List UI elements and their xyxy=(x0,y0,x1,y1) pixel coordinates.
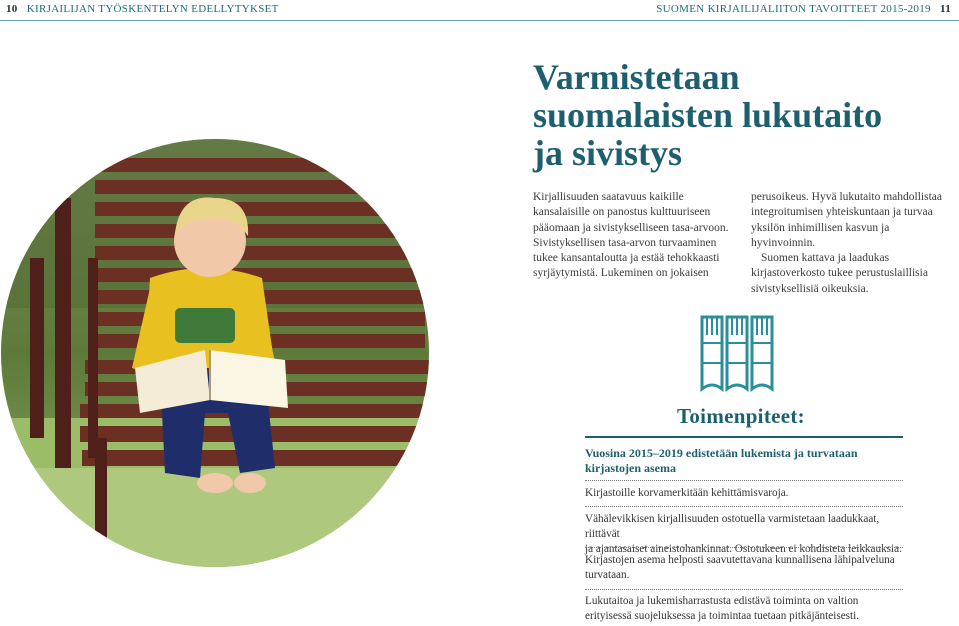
actions-rule xyxy=(585,436,903,438)
right-running-title: SUOMEN KIRJAILIJALIITON TAVOITTEET 2015-2019 xyxy=(656,3,931,15)
body-line: sivistyksellisiä oikeuksia. xyxy=(751,282,869,295)
child-reading-photo xyxy=(0,138,430,568)
body-line: Sivistyksellisen tasa-arvon turvaaminen xyxy=(533,236,717,249)
action-line: turvataan. xyxy=(585,569,630,581)
action-line: ja ajantasaiset aineistohankinnat. Ostotukeen ei kohdisteta leikkauksia. xyxy=(585,543,902,555)
dotted-divider xyxy=(585,547,903,548)
action-line: Kirjastojen asema helposti saavutettavana kunnallisena lähipalveluna xyxy=(585,554,895,566)
body-column-1 xyxy=(533,190,738,282)
body-line: integroitumisen yhteiskuntaan ja turvaa xyxy=(751,206,933,219)
body-line: pääomaan ja sivistykselliseen tasa-arvoon. xyxy=(533,221,729,234)
body-line: kirjastoverkosto tukee perustuslaillisia xyxy=(751,267,928,280)
body-column-2 xyxy=(751,190,956,297)
body-line: syrjäytymistä. Lukeminen on jokaisen xyxy=(533,267,709,280)
body-line: kansalaisille on panostus kulttuuriseen xyxy=(533,206,711,219)
title-line: suomalaisten lukutaito xyxy=(533,95,883,135)
page-title xyxy=(533,58,943,172)
action-item xyxy=(585,594,907,624)
action-line: Lukutaitoa ja lukemisharrastusta edistävä toiminta on valtion xyxy=(585,595,859,607)
right-header xyxy=(656,3,951,15)
left-page-number: 10 xyxy=(6,3,18,15)
dotted-divider xyxy=(585,506,903,507)
left-header xyxy=(6,3,279,15)
right-page-number: 11 xyxy=(940,3,951,15)
header-rule xyxy=(0,20,959,21)
body-line: Suomen kattava ja laadukas xyxy=(761,252,890,265)
title-line: ja sivistys xyxy=(533,133,683,173)
body-line: yksilön inhimillisen kasvun ja hyvinvoinnin. xyxy=(751,221,890,249)
books-icon xyxy=(700,313,775,393)
actions-heading: Toimenpiteet: xyxy=(677,404,805,428)
action-line: Kirjastoille korvamerkitään kehittämisvaroja. xyxy=(585,487,789,499)
body-line: perusoikeus. Hyvä lukutaito mahdollistaa xyxy=(751,191,942,203)
body-line: tukee kansantaloutta ja estää tehokkaasti xyxy=(533,252,720,265)
left-running-title: KIRJAILIJAN TYÖSKENTELYN EDELLYTYKSET xyxy=(26,3,279,15)
action-item xyxy=(585,512,907,557)
page-header xyxy=(0,0,959,22)
dotted-divider xyxy=(585,480,903,481)
dotted-divider xyxy=(585,589,903,590)
body-line: Kirjallisuuden saatavuus kaikille xyxy=(533,191,684,203)
action-item xyxy=(585,553,907,583)
title-line: Varmistetaan xyxy=(533,57,740,97)
action-line: erityisessä suojeluksessa ja toimintaa tuetaan pitkäjänteisesti. xyxy=(585,610,860,622)
action-line: Vähälevikkisen kirjallisuuden ostotuella varmistetaan laadukkaat, riittävät xyxy=(585,513,880,540)
lead-line: Vuosina 2015–2019 edistetään lukemista ja turvataan xyxy=(585,446,858,460)
actions-lead xyxy=(585,446,903,475)
action-item xyxy=(585,486,907,501)
lead-line: kirjastojen asema xyxy=(585,460,676,475)
